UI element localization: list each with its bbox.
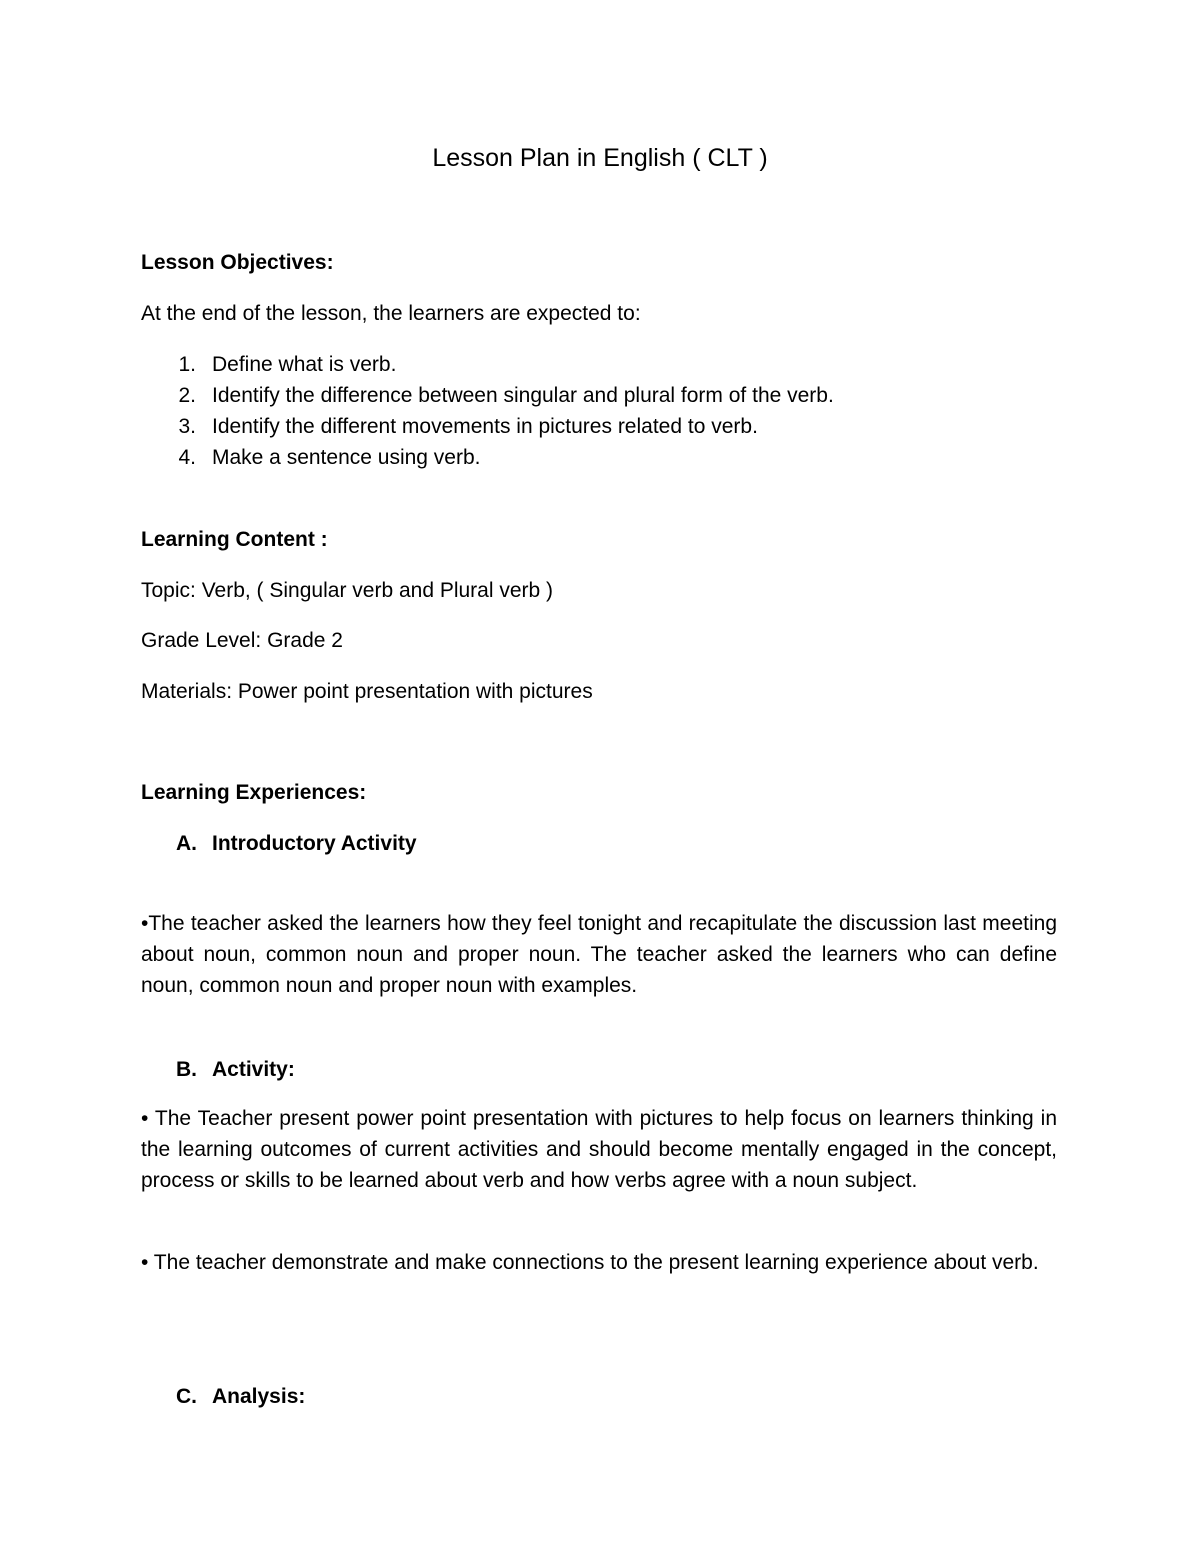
section-letter: A. xyxy=(176,832,197,855)
objective-item: Define what is verb. xyxy=(212,353,397,376)
activity-paragraph-2: • The teacher demonstrate and make connections to the present learning experience about verb. xyxy=(141,1251,1039,1274)
content-heading: Learning Content : xyxy=(141,528,328,551)
objective-number: 3. xyxy=(178,415,196,438)
experiences-heading: Learning Experiences: xyxy=(141,781,367,804)
section-title-analysis: Analysis: xyxy=(212,1385,306,1408)
activity-paragraph-1: • The Teacher present power point presentation with pictures to help focus on learners thinking in the learning outcomes of current activities and should become mentally engaged in the concept, process or skills to be learned about verb and how verbs agree with a noun subject. xyxy=(141,1107,1057,1192)
document-title: Lesson Plan in English ( CLT ) xyxy=(432,144,768,172)
content-grade-level: Grade Level: Grade 2 xyxy=(141,629,343,652)
objectives-heading: Lesson Objectives: xyxy=(141,251,334,274)
section-title-introductory-activity: Introductory Activity xyxy=(212,832,417,855)
objectives-intro: At the end of the lesson, the learners are expected to: xyxy=(141,302,641,325)
objective-item: Make a sentence using verb. xyxy=(212,446,481,469)
objective-number: 1. xyxy=(178,353,196,376)
content-topic: Topic: Verb, ( Singular verb and Plural verb ) xyxy=(141,579,554,602)
section-title-activity: Activity: xyxy=(212,1058,295,1081)
introductory-activity-paragraph: •The teacher asked the learners how they feel tonight and recapitulate the discussion last meeting about noun, common noun and proper noun. The teacher asked the learners who can define noun, common noun and proper noun with examples. xyxy=(141,912,1057,997)
objective-item: Identify the different movements in pictures related to verb. xyxy=(212,415,758,438)
section-letter: B. xyxy=(176,1058,197,1081)
objective-number: 4. xyxy=(178,446,196,469)
objective-item: Identify the difference between singular and plural form of the verb. xyxy=(212,384,834,407)
section-letter: C. xyxy=(176,1385,197,1408)
objective-number: 2. xyxy=(178,384,196,407)
content-materials: Materials: Power point presentation with pictures xyxy=(141,680,593,703)
